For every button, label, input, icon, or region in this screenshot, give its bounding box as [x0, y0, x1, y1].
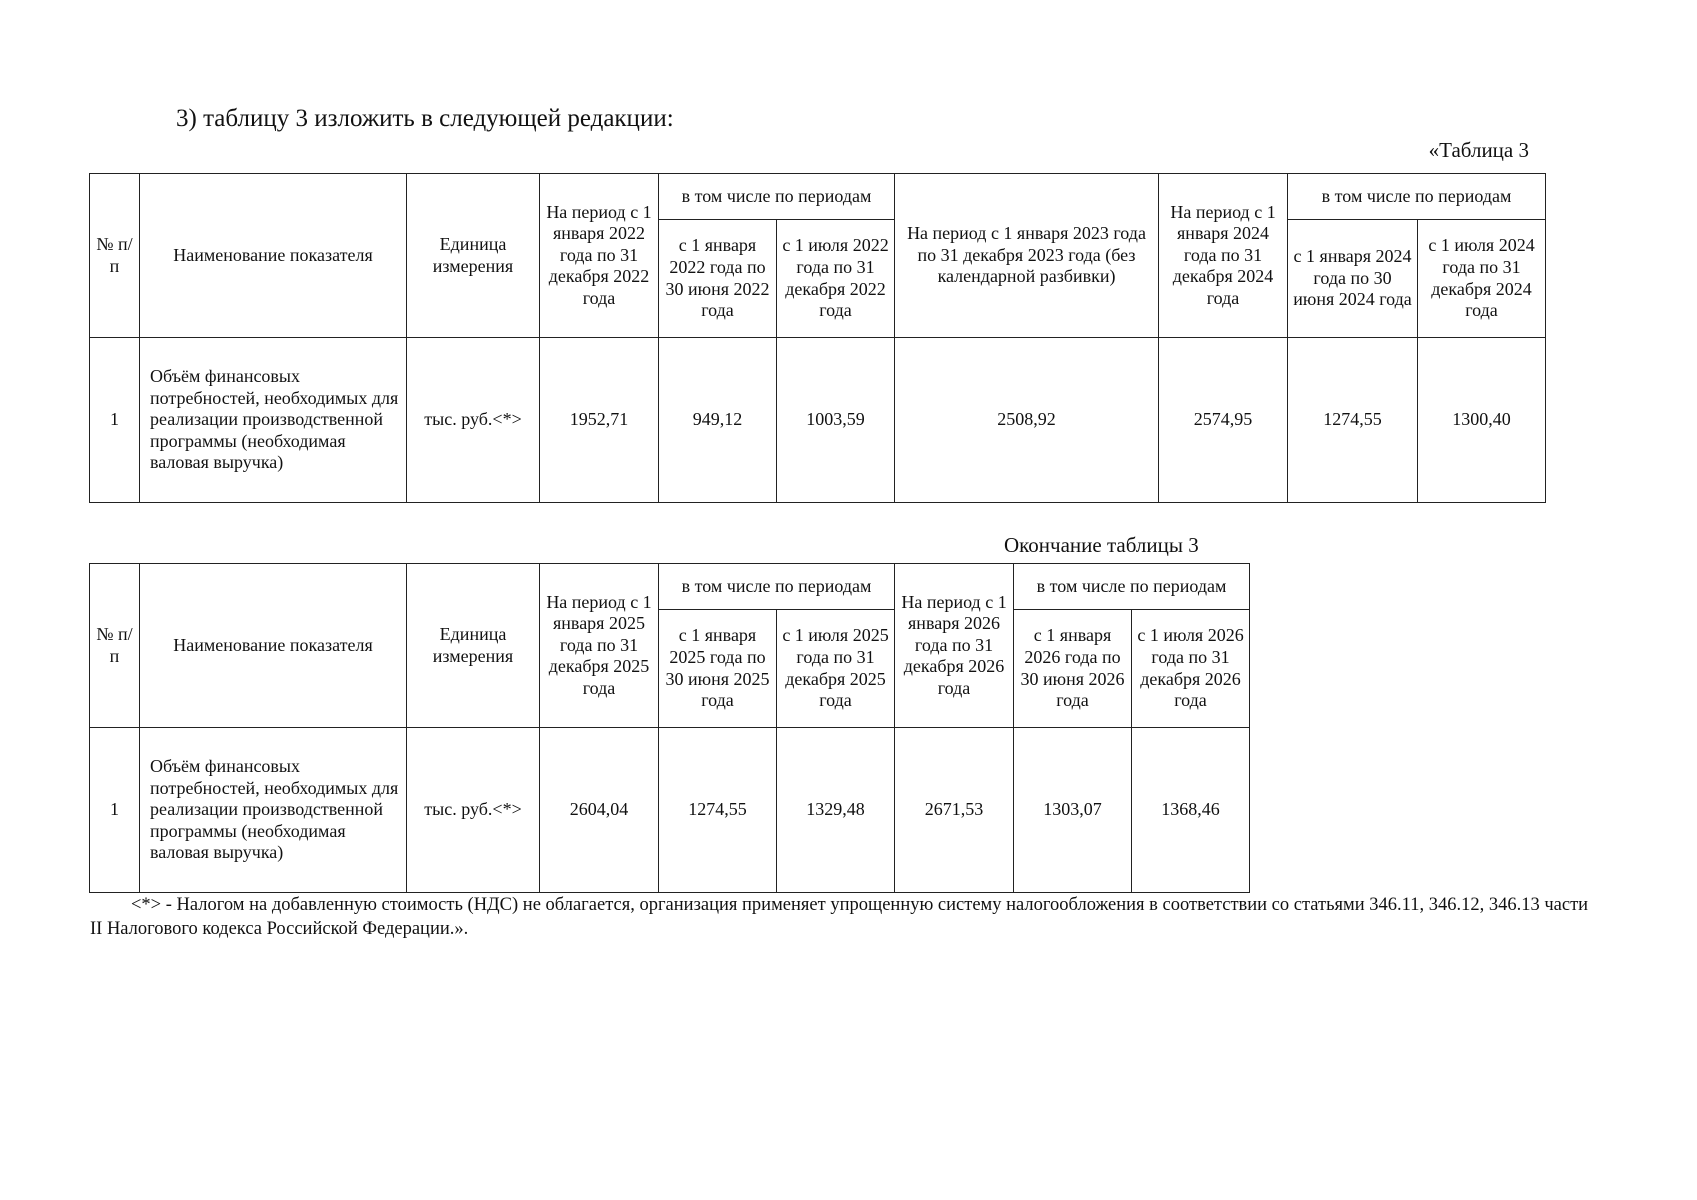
row-unit: тыс. руб.<*> — [407, 338, 540, 503]
value-h1-2024: 1274,55 — [1288, 338, 1418, 503]
header-h2-2025: с 1 июля 2025 года по 31 декабря 2025 года — [777, 610, 895, 728]
value-period-2026: 2671,53 — [895, 728, 1014, 893]
intro-text: 3) таблицу 3 изложить в следующей редакции: — [176, 105, 674, 132]
header-name: Наименование показателя — [140, 564, 407, 728]
value-h2-2024: 1300,40 — [1418, 338, 1546, 503]
header-h1-2026: с 1 января 2026 года по 30 июня 2026 года — [1014, 610, 1132, 728]
value-period-2023: 2508,92 — [895, 338, 1159, 503]
value-period-2022: 1952,71 — [540, 338, 659, 503]
header-h1-2025: с 1 января 2025 года по 30 июня 2025 года — [659, 610, 777, 728]
header-h2-2024: с 1 июля 2024 года по 31 декабря 2024 года — [1418, 220, 1546, 338]
table1-caption: «Таблица 3 — [1428, 138, 1529, 162]
header-unit: Единица измерения — [407, 174, 540, 338]
value-h1-2022: 949,12 — [659, 338, 777, 503]
table-3-part-2 — [89, 563, 1250, 893]
row-num: 1 — [90, 338, 140, 503]
footnote: <*> - Налогом на добавленную стоимость (НДС) не облагается, организация применяет упрощенную систему налогообложения в соответствии со статьями 346.11, 346.12, 346.13 части II Налогового кодекса Российской Федерации.». — [90, 895, 1589, 940]
value-h2-2026: 1368,46 — [1132, 728, 1250, 893]
header-h1-2022: с 1 января 2022 года по 30 июня 2022 года — [659, 220, 777, 338]
value-h1-2025: 1274,55 — [659, 728, 777, 893]
header-period-2022: На период с 1 января 2022 года по 31 декабря 2022 года — [540, 174, 659, 338]
table-3-part-1 — [89, 173, 1546, 503]
row-name: Объём финансовых потребностей, необходимых для реализации производственной программы (необходимая валовая выручка) — [140, 728, 407, 893]
row-unit: тыс. руб.<*> — [407, 728, 540, 893]
header-group-2024: в том числе по периодам — [1288, 174, 1546, 220]
header-num: № п/п — [90, 564, 140, 728]
header-name: Наименование показателя — [140, 174, 407, 338]
value-period-2025: 2604,04 — [540, 728, 659, 893]
table-row — [90, 728, 1250, 893]
header-group-2025: в том числе по периодам — [659, 564, 895, 610]
header-h2-2022: с 1 июля 2022 года по 31 декабря 2022 года — [777, 220, 895, 338]
value-period-2024: 2574,95 — [1159, 338, 1288, 503]
value-h2-2025: 1329,48 — [777, 728, 895, 893]
header-period-2025: На период с 1 января 2025 года по 31 декабря 2025 года — [540, 564, 659, 728]
header-h1-2024: с 1 января 2024 года по 30 июня 2024 года — [1288, 220, 1418, 338]
header-unit: Единица измерения — [407, 564, 540, 728]
header-period-2024: На период с 1 января 2024 года по 31 декабря 2024 года — [1159, 174, 1288, 338]
value-h2-2022: 1003,59 — [777, 338, 895, 503]
header-group-2022: в том числе по периодам — [659, 174, 895, 220]
row-num: 1 — [90, 728, 140, 893]
row-name: Объём финансовых потребностей, необходимых для реализации производственной программы (необходимая валовая выручка) — [140, 338, 407, 503]
table2-caption: Окончание таблицы 3 — [1004, 533, 1199, 557]
value-h1-2026: 1303,07 — [1014, 728, 1132, 893]
header-period-2026: На период с 1 января 2026 года по 31 декабря 2026 года — [895, 564, 1014, 728]
header-num: № п/п — [90, 174, 140, 338]
header-group-2026: в том числе по периодам — [1014, 564, 1250, 610]
table-row — [90, 338, 1546, 503]
header-period-2023: На период с 1 января 2023 года по 31 декабря 2023 года (без календарной разбивки) — [895, 174, 1159, 338]
header-h2-2026: с 1 июля 2026 года по 31 декабря 2026 года — [1132, 610, 1250, 728]
